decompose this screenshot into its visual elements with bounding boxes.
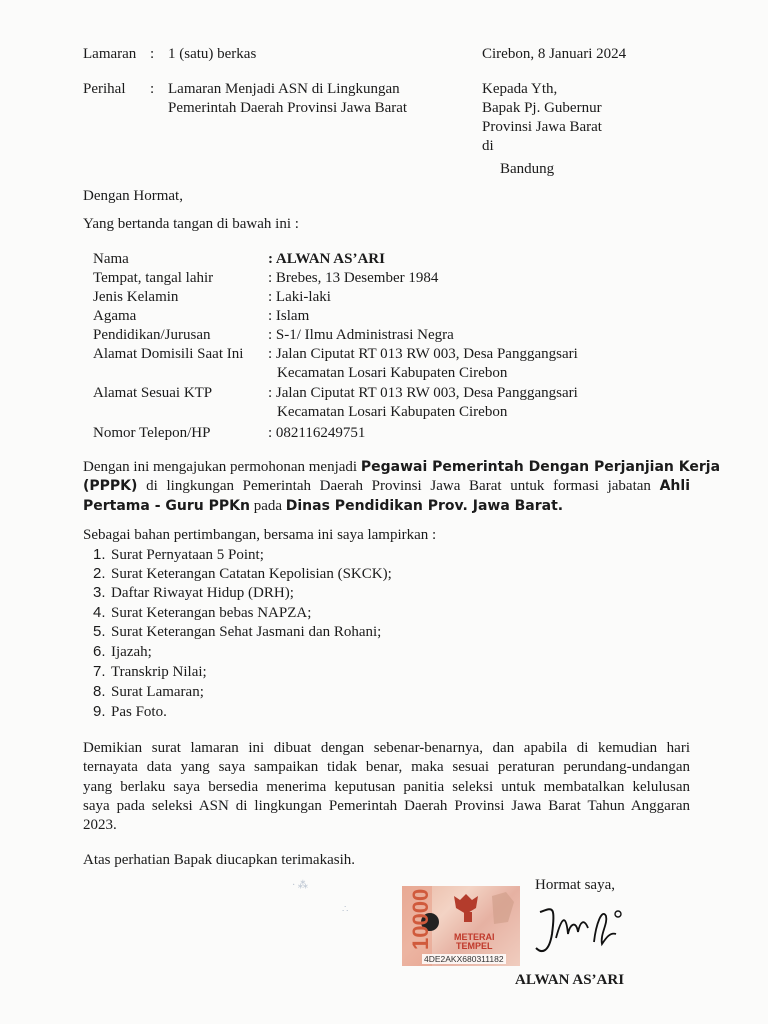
application-text: di lingkungan Pemerintah Daerah Provinsi Jawa Barat untuk formasi jabatan [137,478,660,495]
identity-value-continued: Kecamatan Losari Kabupaten Cirebon [277,404,508,420]
identity-value: : Jalan Ciputat RT 013 RW 003, Desa Panggangsari [268,385,578,401]
list-item-number: 8. [93,683,106,700]
list-item [93,683,204,701]
thanks-text: Atas perhatian Bapak diucapkan terimakasih. [83,852,355,868]
list-item [93,546,264,564]
list-item-number: 4. [93,604,106,621]
stamp-denomination: 10000 [408,888,433,950]
perihal-separator: : [150,81,155,97]
application-agency: Dinas Pendidikan Prov. Jawa Barat. [285,497,564,514]
perihal-line-2: Pemerintah Daerah Provinsi Jawa Barat [168,100,408,116]
closing-line: ternayata data yang saya sampaikan tidak benar, maka sesuai peraturan perundang-undangan [83,759,690,776]
paper-speck: ∴ [342,904,349,915]
list-item-text: Ijazah; [111,644,152,660]
stamp-label-line-2: TEMPEL [455,941,493,951]
intro-text: Yang bertanda tangan di bawah ini : [83,216,299,232]
list-item-number: 1. [93,546,106,563]
application-pppk: (PPPK) [83,478,138,495]
regards-text: Hormat saya, [535,877,615,893]
list-item-number: 3. [93,584,106,601]
list-item-number: 5. [93,623,106,640]
place-date: Cirebon, 8 Januari 2024 [482,46,627,62]
identity-value: : Brebes, 13 Desember 1984 [268,270,439,286]
list-item-number: 6. [93,643,106,660]
recipient-line-4: di [482,138,494,154]
duty-stamp [402,886,520,966]
list-item [93,703,167,721]
list-item [93,663,207,681]
list-item [93,643,152,661]
list-item [93,623,381,641]
perihal-label: Perihal [83,81,126,97]
stamp-serial: 4DE2AKX680311182 [424,954,504,964]
identity-label: Nomor Telepon/HP [93,425,211,441]
lamaran-separator: : [150,46,155,62]
list-item-text: Surat Keterangan bebas NAPZA; [111,605,312,621]
list-item-text: Transkrip Nilai; [111,664,207,680]
recipient-line-2: Bapak Pj. Gubernur [482,100,602,116]
application-text: pada [249,497,286,514]
application-text: Dengan ini mengajukan permohonan menjadi [83,459,361,475]
identity-label: Agama [93,308,137,324]
application-position-name: Pertama - Guru PPKn [83,497,250,514]
closing-line: Demikian surat lamaran ini dibuat dengan sebenar-benarnya, dan apabila di kemudian hari [83,740,690,756]
stamp-label [454,933,495,951]
perihal-line-1: Lamaran Menjadi ASN di Lingkungan [168,81,400,97]
closing-line: 2023. [83,817,117,834]
identity-label: Nama [93,251,129,267]
list-item-number: 7. [93,663,106,680]
list-item-text: Pas Foto. [111,704,167,720]
identity-value: : 082116249751 [268,425,366,441]
recipient-line-5: Bandung [500,161,555,177]
signature-scribble [522,894,632,958]
list-item [93,584,294,602]
list-item-text: Surat Keterangan Catatan Kepolisian (SKCK); [111,566,392,582]
application-position-type: Pegawai Pemerintah Dengan Perjanjian Kerja [360,459,721,475]
identity-label: Tempat, tangal lahir [93,270,214,286]
stamp-label-line-1: METERAI [454,932,495,942]
list-item [93,604,311,622]
recipient-line-1: Kepada Yth, [482,81,558,97]
closing-line: saya pada seleksi ASN di lingkungan Pemerintah Daerah Provinsi Jawa Barat Tahun Anggaran [83,797,690,814]
identity-label: Jenis Kelamin [93,289,179,305]
identity-value: : S-1/ Ilmu Administrasi Negra [268,327,454,343]
list-item-number: 2. [93,565,106,582]
signatory-name: ALWAN AS’ARI [515,972,625,988]
closing-line: yang berlaku saya bersedia menerima keputusan panitia seleksi untuk membatalkan kelulusan [83,778,690,795]
identity-value-continued: Kecamatan Losari Kabupaten Cirebon [277,365,508,381]
recipient-line-3: Provinsi Jawa Barat [482,119,602,135]
identity-label: Alamat Sesuai KTP [93,385,213,401]
identity-value: : Islam [268,308,310,324]
identity-label: Alamat Domisili Saat Ini [93,346,244,362]
list-item-text: Surat Lamaran; [111,684,204,700]
closing-paragraph [83,739,690,835]
list-item-text: Surat Keterangan Sehat Jasmani dan Rohani; [111,624,382,640]
list-item [93,565,392,583]
application-paragraph [83,458,721,516]
attachments-intro: Sebagai bahan pertimbangan, bersama ini saya lampirkan : [83,527,437,543]
identity-value: : ALWAN AS’ARI [268,251,385,267]
list-item-text: Surat Pernyataan 5 Point; [111,547,264,563]
list-item-number: 9. [93,703,106,720]
lamaran-label: Lamaran [83,46,137,62]
paper-speck: · ⁂ [292,880,308,891]
application-position-start: Ahli [659,478,690,495]
greeting: Dengan Hormat, [83,188,183,204]
lamaran-value: 1 (satu) berkas [168,46,257,62]
identity-value: : Laki-laki [268,289,331,305]
identity-label: Pendidikan/Jurusan [93,327,211,343]
identity-value: : Jalan Ciputat RT 013 RW 003, Desa Panggangsari [268,346,578,362]
list-item-text: Daftar Riwayat Hidup (DRH); [111,585,294,601]
